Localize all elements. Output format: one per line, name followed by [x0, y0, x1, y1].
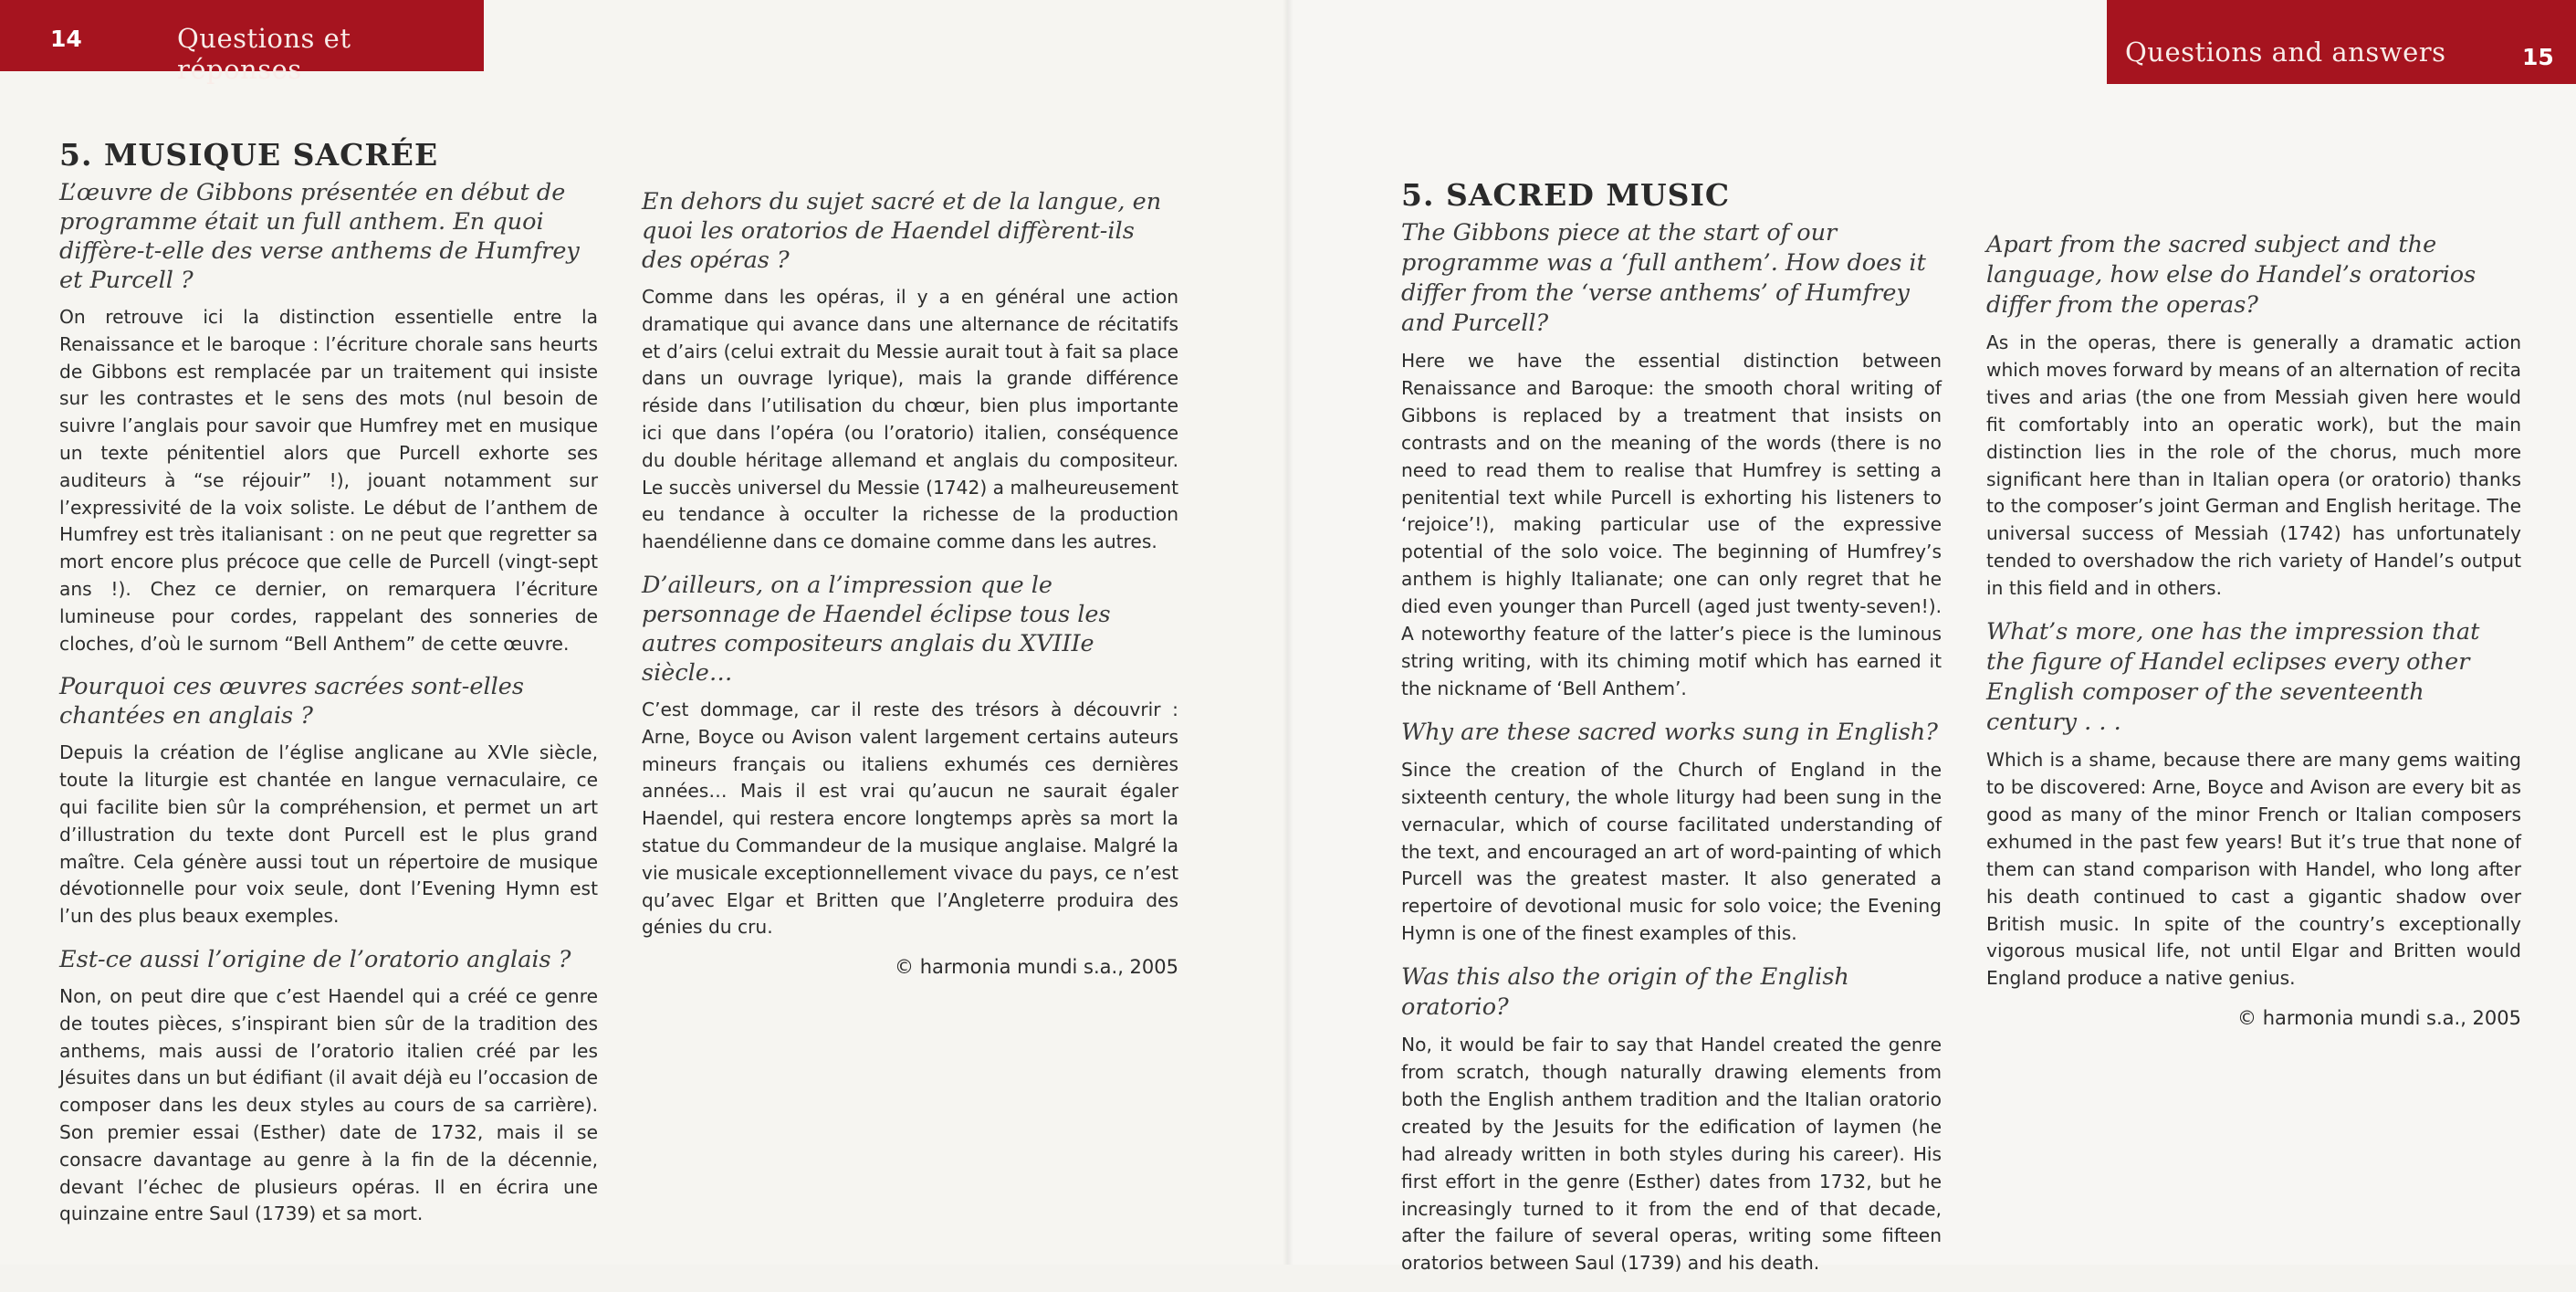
copyright-credit-en: © harmonia mundi s.a., 2005 — [2237, 1007, 2521, 1030]
question-2-en: Why are these sacred works sung in English? — [1401, 718, 1938, 746]
question-4-fr: En dehors du sujet sacré et de la langue, en quoi les oratorios de Haendel diffèrent-ils des opéras ? — [642, 188, 1162, 274]
answer-5-en: Which is a shame, because there are many gems waiting to be discovered: Arne, Boyce and Avison are every bit as good as many of the minor French or Italian composers exhumed in the past few years! But it’s true that none of them can stand comparison with Handel, who long after his death continued to cast a gigantic shadow over British music. In spite of the country’s exceptionally vigorous musical life, not until Elgar and Britten would England produce a native genius. — [1986, 749, 2521, 990]
question-3-en: Was this also the origin of the English oratorio? — [1401, 963, 1849, 1022]
copyright-credit-fr: © harmonia mundi s.a., 2005 — [895, 956, 1178, 979]
left-page — [0, 0, 1288, 1265]
right-banner-title: Questions and answers — [2125, 37, 2446, 68]
answer-4-fr: Comme dans les opéras, il y a en général une action dramatique qui avance dans une alternance de récitatifs et d’airs (celui extrait du Messie aurait tout à fait sa place dans un ouvrage lyrique), mais la grande différence réside dans l’utilisation du chœur, bien plus importante ici que dans l’opéra (ou l’oratorio) italien, conséquence du double héritage allemand et anglais du compositeur. Le succès universel du Messie (1742) a malheureusement eu tendance à occulter la richesse de la production haendélienne dans ce domaine comme dans les autres. — [642, 286, 1178, 553]
right-section-title: 5. SACRED MUSIC — [1401, 177, 1731, 213]
book-gutter — [1283, 0, 1293, 1265]
right-column-2 — [1986, 230, 2521, 1029]
answer-1-en: Here we have the essential distinction between Renaissance and Baroque: the smooth choral writing of Gibbons is replaced by a treatment that insists on contrasts and on the meaning of the words (there is no need to read them to realise that Humfrey is setting a penitential text while Purcell is exhorting his listeners to ‘rejoice’!), making particular use of the expressive potential of the solo voice. The beginning of Humfrey’s anthem is highly Italianate; one can only regret that he died even younger than Purcell (aged just twenty-seven!). A noteworthy feature of the latter’s piece is the luminous string writing, with its chiming motif which has earned it the nickname of ‘Bell Anthem’. — [1401, 350, 1942, 699]
question-3-fr: Est-ce aussi l’origine de l’oratorio anglais ? — [59, 945, 571, 973]
right-page-banner — [2107, 0, 2576, 84]
question-4-en: Apart from the sacred subject and the language, how else do Handel’s oratorios differ from the operas? — [1986, 231, 2477, 319]
answer-2-en: Since the creation of the Church of England in the sixteenth century, the whole liturgy had been sung in the vernacular, which of course facilitated understanding of the text, and encouraged an art of word-painting of which Purcell was the greatest master. It also generated a repertoire of devotional music for solo voice; the Evening Hymn is one of the finest examples of this. — [1401, 758, 1942, 945]
question-5-en: What’s more, one has the impression that the figure of Handel eclipses every other English composer of the seventeenth century . . . — [1986, 618, 2480, 737]
question-2-fr: Pourquoi ces œuvres sacrées sont-elles chantées en anglais ? — [59, 673, 524, 730]
answer-3-fr: Non, on peut dire que c’est Haendel qui a créé ce genre de toutes pièces, s’inspirant bien sûr de la tradition des anthems, mais aussi de l’oratorio italien créé par les Jésuites dans un but édifiant (il avait déjà eu l’occasion de composer dans les deux styles au cours de sa carrière). Son premier essai (Esther) date de 1732, mais il se consacre davantage au genre à la fin de la décennie, devant l’échec de plusieurs opéras. Il en écrira une quinzaine entre Saul (1739) et sa mort. — [59, 984, 598, 1225]
answer-4-en: As in the operas, there is generally a dramatic action which moves forward by means of an alternation of recita tives and arias (the one from Messiah given here would fit comfortably into an operatic work), but the main distinction lies in the role of the chorus, much more significant here than in Italian opera (or oratorio) thanks to the composer’s joint German and English heritage. The universal success of Messiah (1742) has unfortunately tended to overshadow the rich variety of Handel’s output in this field and in others. — [1986, 331, 2521, 600]
left-banner-title: Questions et réponses — [177, 23, 351, 85]
question-1-fr: L’œuvre de Gibbons présentée en début de programme était un full anthem. En quoi diffère-t-elle des verse anthems de Humfrey et Purcell ? — [59, 179, 580, 294]
answer-5-fr: C’est dommage, car il reste des trésors à découvrir : Arne, Boyce ou Avison valent largement certains auteurs mineurs français ou italiens exhumés ces dernières années… Mais il est vrai qu’aucun ne saurait égaler Haendel, qui restera encore longtemps après sa mort la statue du Commandeur de la musique anglaise. Malgré la vie musicale exceptionnellement vivace du pays, ce n’est qu’avec Elgar et Britten que l’Angleterre produira des génies du cru. — [642, 698, 1178, 939]
left-column-2 — [642, 187, 1178, 978]
left-section-title: 5. MUSIQUE SACRÉE — [59, 137, 439, 173]
answer-2-fr: Depuis la création de l’église anglicane au XVIe siècle, toute la liturgie est chantée en langue vernaculaire, ce qui facilite bien sûr la compréhension, et permet un art d’illustration du texte dont Purcell est le plus grand maître. Cela génère aussi tout un répertoire de musique dévotionnelle pour voix seule, dont l’Evening Hymn est l’un des plus beaux exemples. — [59, 741, 598, 928]
left-page-banner — [0, 0, 484, 85]
question-1-en: The Gibbons piece at the start of our programme was a ‘full anthem’. How does it differ from the ‘verse anthems’ of Humfrey and Purcell? — [1401, 219, 1926, 337]
right-page-number: 15 — [2522, 44, 2554, 70]
right-column-1 — [1401, 177, 1942, 1292]
left-page-number: 14 — [50, 26, 82, 52]
answer-3-en: No, it would be fair to say that Handel created the genre from scratch, though naturally drawing elements from both the English anthem tradition and the Italian oratorio created by the Jesuits for the edification of laymen (he had already written in both styles during his career). His first effort in the genre (Esther) dates from 1732, but he increasingly turned to it from the end of that decade, after the failure of several operas, writing some fifteen oratorios between Saul (1739) and his death. — [1401, 1034, 1942, 1275]
left-column-1 — [59, 137, 598, 1243]
question-5-fr: D’ailleurs, on a l’impression que le personnage de Haendel éclipse tous les autres compositeurs anglais du XVIIIe siècle… — [642, 571, 1111, 687]
answer-1-fr: On retrouve ici la distinction essentielle entre la Renaissance et le baroque : l’écriture chorale sans heurts de Gibbons est remplacée par un traitement qui insiste sur les contrastes et le sens des mots (nul besoin de suivre l’anglais pour savoir que Humfrey met en musique un texte pénitentiel alors que Purcell exhorte ses auditeurs à “se réjouir” !), jouant notamment sur l’expressivité de la voix soliste. Le début de l’anthem de Humfrey est très italianisant : on ne peut que regretter sa mort encore plus précoce que celle de Purcell (vingt-sept ans !). Chez ce dernier, on remarquera l’écriture lumineuse pour cordes, rappelant des sonneries de cloches, d’où le surnom “Bell Anthem” de cette œuvre. — [59, 306, 598, 655]
